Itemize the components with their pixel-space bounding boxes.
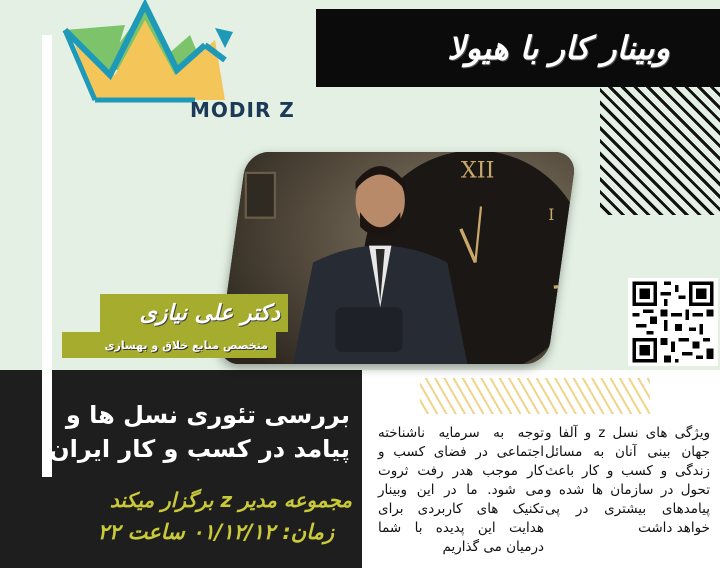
speaker-name: دکتر علی نیازی <box>139 300 280 326</box>
speaker-role: متخصص منابع خلاق و بهسازی <box>104 338 268 352</box>
svg-text:I: I <box>548 204 555 224</box>
logo-text: MODIR Z <box>190 98 295 122</box>
speaker-name-badge <box>100 294 288 332</box>
speaker-role-badge <box>62 332 276 358</box>
description-right-column: ویژگی های نسل z و آلفا و جهان بینی آنان به مسائل زندگی و کسب و کار باعث تحول در سازمان ها شده و پیامدهای بیشتری در پی خواهد داشت <box>545 425 711 536</box>
topic-line-1: بررسی تئوری نسل ها و <box>65 401 350 429</box>
svg-text:XII: XII <box>460 157 495 184</box>
topic-line-2: پیامد در کسب و کار ایران <box>49 435 350 463</box>
header-banner <box>316 9 720 87</box>
event-datetime: زمان: ۰۱/۱۲/۱۲ ساعت ۲۲ <box>97 520 334 544</box>
description-left-column: توجه به سرمایه ناشناخته اجتماعی در فضای کسب و کار موجب هدر رفت ثروت می شود. ما در این وبینار تکنیک های کاربردی برای هدایت این پدیده با شما درمیان می گذاریم <box>378 425 544 555</box>
webinar-title: وبینار کار با هیولا <box>447 29 670 67</box>
organizer-text: مجموعه مدیر z برگزار میکند <box>109 488 352 512</box>
decorative-stripes-right <box>600 75 720 215</box>
decorative-stripes-bottom <box>420 378 650 414</box>
qr-code-icon[interactable] <box>628 278 718 366</box>
webinar-topic <box>40 398 350 466</box>
